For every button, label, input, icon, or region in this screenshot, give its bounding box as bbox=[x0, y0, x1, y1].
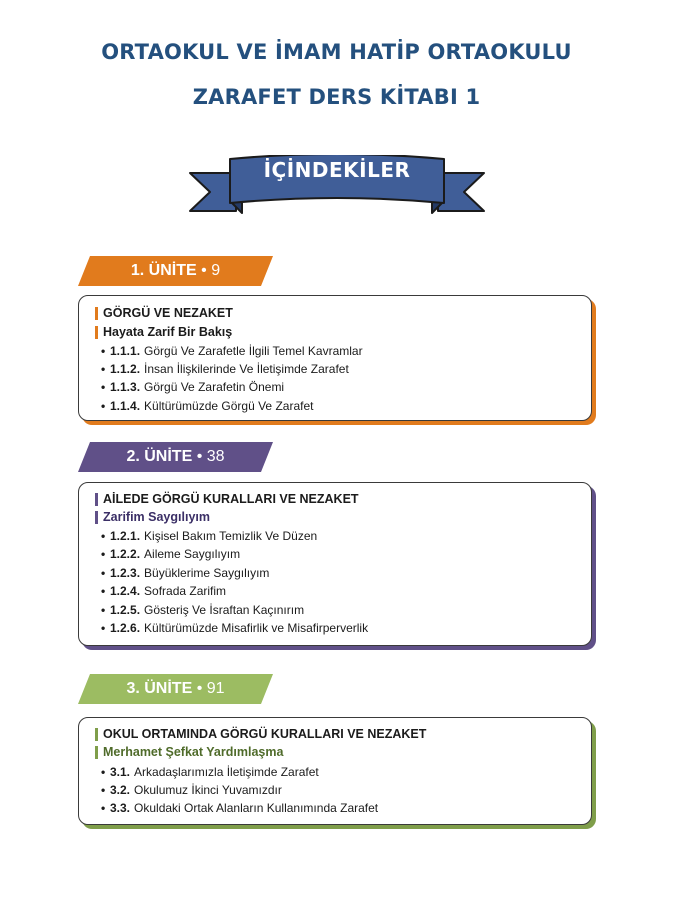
unit-1-section-title: GÖRGÜ VE NEZAKET bbox=[95, 306, 233, 321]
unit-1-contents-box bbox=[78, 295, 592, 421]
unit-3-name: 3. ÜNİTE bbox=[126, 680, 193, 697]
list-item: • 1.1.3. Görgü Ve Zarafetin Önemi bbox=[101, 380, 285, 394]
list-item: • 3.1. Arkadaşlarımızla İletişimde Zarafet bbox=[101, 765, 319, 779]
list-item: • 3.3. Okuldaki Ortak Alanların Kullanımında Zarafet bbox=[101, 801, 379, 815]
unit-2-subtitle: Zarifim Saygılıyım bbox=[95, 510, 210, 525]
unit-1-name: 1. ÜNİTE bbox=[130, 262, 197, 279]
list-item: • 1.2.2. Aileme Saygılıyım bbox=[101, 547, 241, 561]
list-item: • 3.2. Okulumuz İkinci Yuvamızdır bbox=[101, 783, 282, 797]
unit-2-name: 2. ÜNİTE bbox=[126, 448, 193, 465]
unit-1-page: • 9 bbox=[201, 262, 221, 279]
unit-3-label bbox=[78, 674, 273, 704]
unit-1-subtitle: Hayata Zarif Bir Bakış bbox=[95, 325, 232, 340]
list-item: • 1.2.4. Sofrada Zarifim bbox=[101, 584, 227, 598]
unit-2-section-title: AİLEDE GÖRGÜ KURALLARI VE NEZAKET bbox=[95, 492, 359, 507]
unit-3-page: • 91 bbox=[196, 680, 225, 697]
unit-1-tag bbox=[78, 256, 273, 286]
unit-2-tag bbox=[78, 442, 273, 472]
list-item: • 1.2.3. Büyüklerime Saygılıyım bbox=[101, 566, 270, 580]
unit-3-contents-box bbox=[78, 717, 592, 825]
list-item: • 1.2.6. Kültürümüzde Misafirlik ve Misafirperverlik bbox=[101, 621, 369, 635]
book-title-line2: ZARAFET DERS KİTABI 1 bbox=[192, 85, 481, 109]
unit-1-label bbox=[78, 256, 273, 286]
unit-3-tag bbox=[78, 674, 273, 704]
list-item: • 1.2.5. Gösteriş Ve İsraftan Kaçınırım bbox=[101, 603, 305, 617]
unit-3-section-title: OKUL ORTAMINDA GÖRGÜ KURALLARI VE NEZAKET bbox=[95, 727, 426, 742]
unit-2-page: • 38 bbox=[196, 448, 225, 465]
list-item: • 1.1.2. İnsan İlişkilerinde Ve İletişimde Zarafet bbox=[101, 362, 349, 376]
unit-2-contents-box bbox=[78, 482, 592, 646]
unit-3-subtitle: Merhamet Şefkat Yardımlaşma bbox=[95, 745, 283, 760]
contents-heading: İÇİNDEKİLER bbox=[263, 158, 411, 182]
list-item: • 1.1.4. Kültürümüzde Görgü Ve Zarafet bbox=[101, 399, 314, 413]
list-item: • 1.2.1. Kişisel Bakım Temizlik Ve Düzen bbox=[101, 529, 318, 543]
unit-2-label bbox=[78, 442, 273, 472]
list-item: • 1.1.1. Görgü Ve Zarafetle İlgili Temel Kavramlar bbox=[101, 344, 363, 358]
book-title-line1: ORTAOKUL VE İMAM HATİP ORTAOKULU bbox=[101, 40, 572, 64]
